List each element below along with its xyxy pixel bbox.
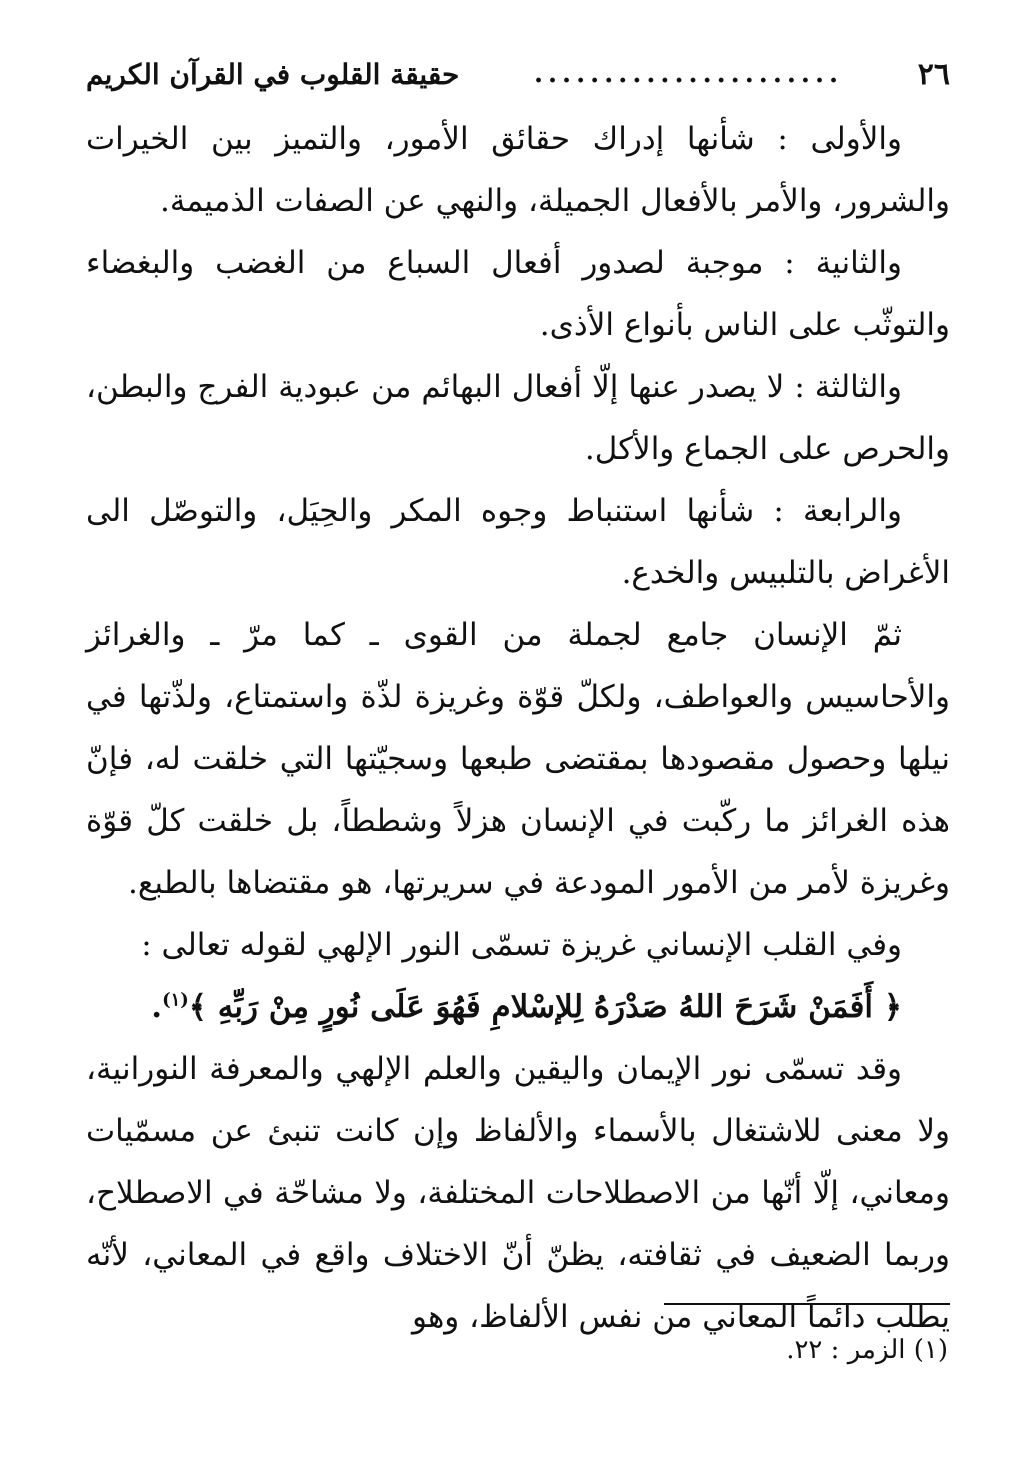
paragraph-first-faculty: والأولى : شأنها إدراك حقائق الأمور، والتميز بين الخيرات والشرور، والأمر بالأفعال الجميلة، والنهي عن الصفات الذميمة. (86, 121, 950, 219)
page-header (86, 50, 950, 98)
paragraph-terminology: وقد تسمّى نور الإيمان واليقين والعلم الإلهي والمعرفة النورانية، ولا معنى للاشتغال بالأسماء والألفاظ وإن كانت تنبئ عن مسمّيات ومعاني، إلّا أنّها من الاصطلاحات المختلفة، ولا مشاحّة في الاصطلاح، وربما الضعيف في ثقافته، يظنّ أنّ الاختلاف واقع في المعاني، لأنّه يطلب دائماً المعاني من نفس الألفاظ، وهو (86, 1051, 950, 1335)
paragraph-third-faculty: والثالثة : لا يصدر عنها إلّا أفعال البهائم من عبودية الفرج والبطن، والحرص على الجماع والأكل. (86, 369, 950, 467)
paragraph-human-faculties: ثمّ الإنسان جامع لجملة من القوى ـ كما مرّ ـ والغرائز والأحاسيس والعواطف، ولكلّ قوّة وغريزة لذّة واستمتاع، ولذّتها في نيلها وحصول مقصودها بمقتضى طبعها وسجيّتها التي خلقت له، فإنّ هذه الغرائز ما ركّبت في الإنسان هزلاً وشططاً، بل خلقت كلّ قوّة وغريزة لأمر من الأمور المودعة في سريرتها، هو مقتضاها بالطبع. (86, 617, 950, 901)
paragraph-second-faculty: والثانية : موجبة لصدور أفعال السباع من الغضب والبغضاء والتوثّب على الناس بأنواع الأذى. (86, 245, 950, 343)
page-number: ٢٦ (917, 56, 950, 92)
verse-end-mark: . (151, 989, 163, 1025)
quran-verse (86, 976, 950, 1038)
footnote-reference: (١) (162, 989, 189, 1011)
footnote: (١) الزمر : ٢٢. (786, 1335, 948, 1365)
verse-text: ﴿ أَفَمَنْ شَرَحَ اللهُ صَدْرَهُ لِلإسْلامِ فَهُوَ عَلَى نُورٍ مِنْ رَبِّهِ ﴾ (188, 989, 902, 1025)
paragraph-divine-light: وفي القلب الإنساني غريزة تسمّى النور الإلهي لقوله تعالى : (141, 927, 902, 963)
running-title: حقيقة القلوب في القرآن الكريم (86, 57, 460, 91)
dot-leader: ...................... (533, 59, 844, 89)
footnote-rule (664, 1303, 950, 1305)
body-text (86, 108, 950, 1348)
paragraph-fourth-faculty: والرابعة : شأنها استنباط وجوه المكر والحِيَل، والتوصّل الى الأغراض بالتلبيس والخدع. (86, 493, 950, 591)
